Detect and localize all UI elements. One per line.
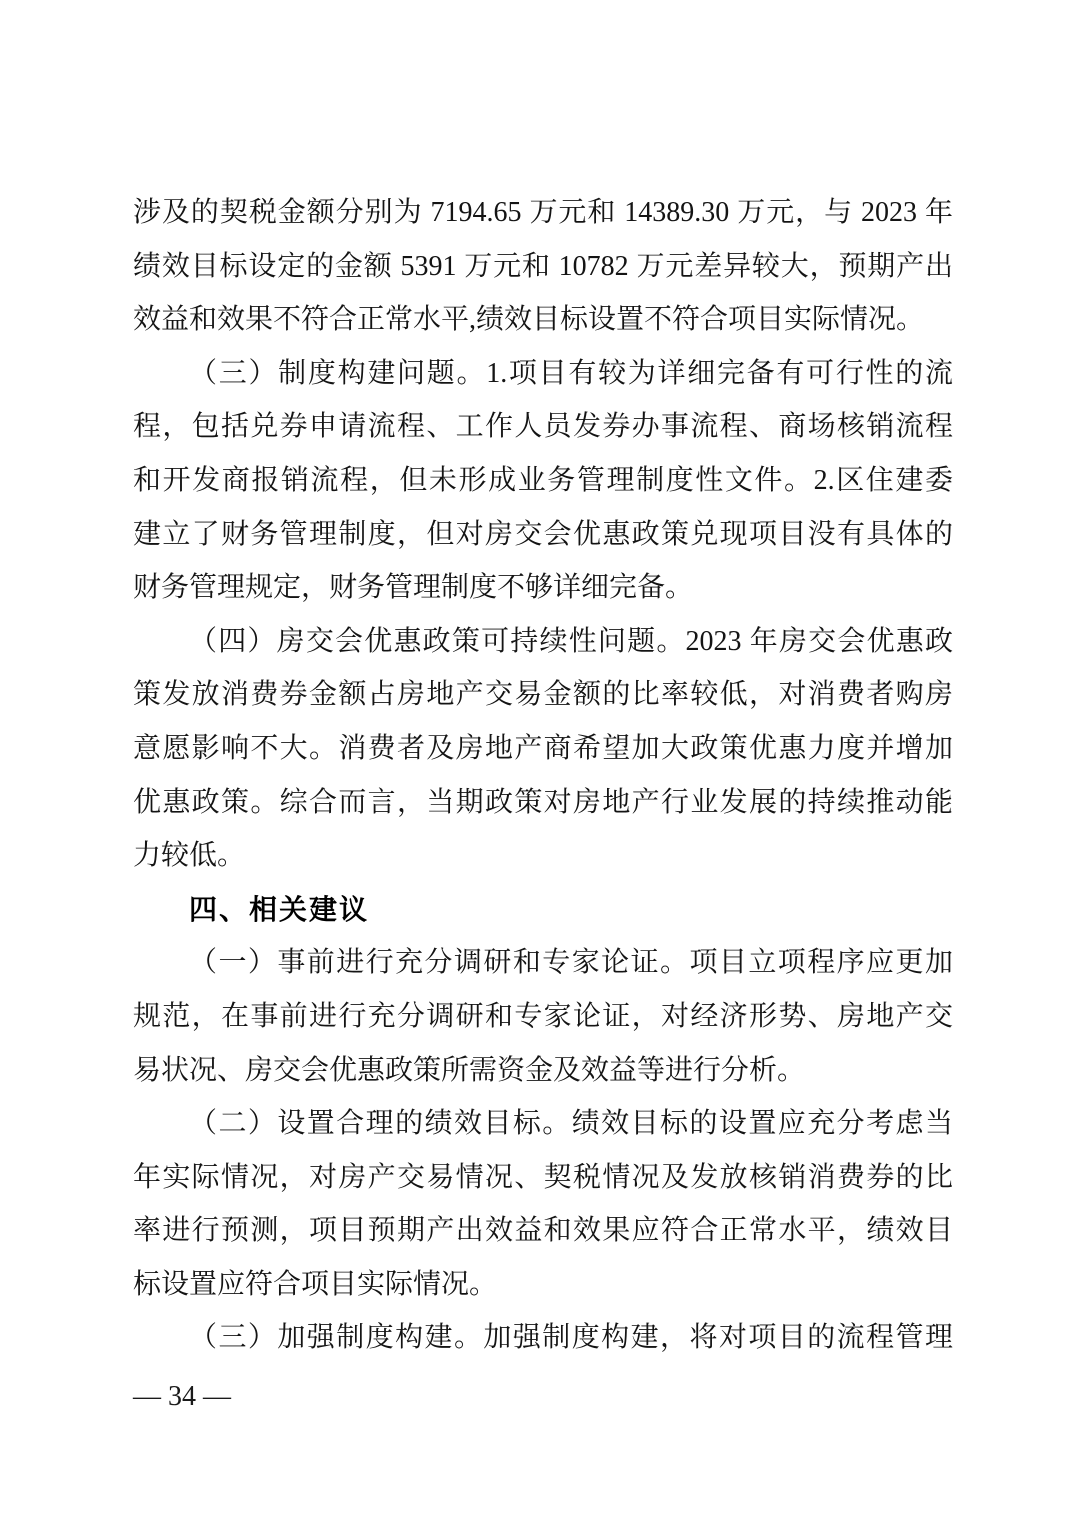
text-line: 四、相关建议	[189, 893, 370, 925]
text-line: （三）加强制度构建。加强制度构建，将对项目的流程管理	[189, 1322, 953, 1354]
text-line: 年实际情况，对房产交易情况、契税情况及发放核销消费券的比	[133, 1161, 953, 1193]
text-line: 和开发商报销流程，但未形成业务管理制度性文件。2.区住建委	[133, 464, 953, 496]
text-line: （二）设置合理的绩效目标。绩效目标的设置应充分考虑当	[189, 1108, 953, 1140]
text-line: （一）事前进行充分调研和专家论证。项目立项程序应更加	[189, 947, 953, 979]
paragraph	[133, 615, 953, 883]
text-line: 优惠政策。综合而言，当期政策对房地产行业发展的持续推动能	[133, 786, 953, 818]
text-line: 涉及的契税金额分别为 7194.65 万元和 14389.30 万元，与 2023 年	[133, 197, 953, 228]
text-line: 标设置应符合项目实际情况。	[133, 1268, 498, 1300]
text-line: 策发放消费券金额占房地产交易金额的比率较低，对消费者购房	[133, 679, 953, 711]
text-line: 建立了财务管理制度，但对房交会优惠政策兑现项目没有具体的	[133, 518, 953, 550]
document-body	[133, 186, 953, 1365]
page-number: — 34 —	[133, 1381, 231, 1412]
text-line: 力较低。	[133, 840, 246, 872]
paragraph	[133, 347, 953, 615]
paragraph	[133, 1311, 953, 1365]
text-line: 率进行预测，项目预期产出效益和效果应符合正常水平，绩效目	[133, 1215, 953, 1247]
text-line: 绩效目标设定的金额 5391 万元和 10782 万元差异较大，预期产出	[133, 250, 953, 282]
paragraph	[133, 936, 953, 1097]
text-line: 程，包括兑券申请流程、工作人员发券办事流程、商场核销流程	[133, 411, 953, 443]
text-line: （四）房交会优惠政策可持续性问题。2023 年房交会优惠政	[189, 625, 953, 657]
text-line: 易状况、房交会优惠政策所需资金及效益等进行分析。	[133, 1054, 806, 1086]
text-line: 规范，在事前进行充分调研和专家论证，对经济形势、房地产交	[133, 1000, 953, 1032]
section-heading	[133, 883, 953, 937]
text-line: 意愿影响不大。消费者及房地产商希望加大政策优惠力度并增加	[133, 732, 953, 764]
text-line: 效益和效果不符合正常水平,绩效目标设置不符合项目实际情况。	[133, 304, 925, 336]
text-line: 财务管理规定，财务管理制度不够详细完备。	[133, 572, 694, 604]
paragraph	[133, 186, 953, 347]
paragraph	[133, 1097, 953, 1311]
text-line: （三）制度构建问题。1.项目有较为详细完备有可行性的流	[189, 357, 953, 389]
